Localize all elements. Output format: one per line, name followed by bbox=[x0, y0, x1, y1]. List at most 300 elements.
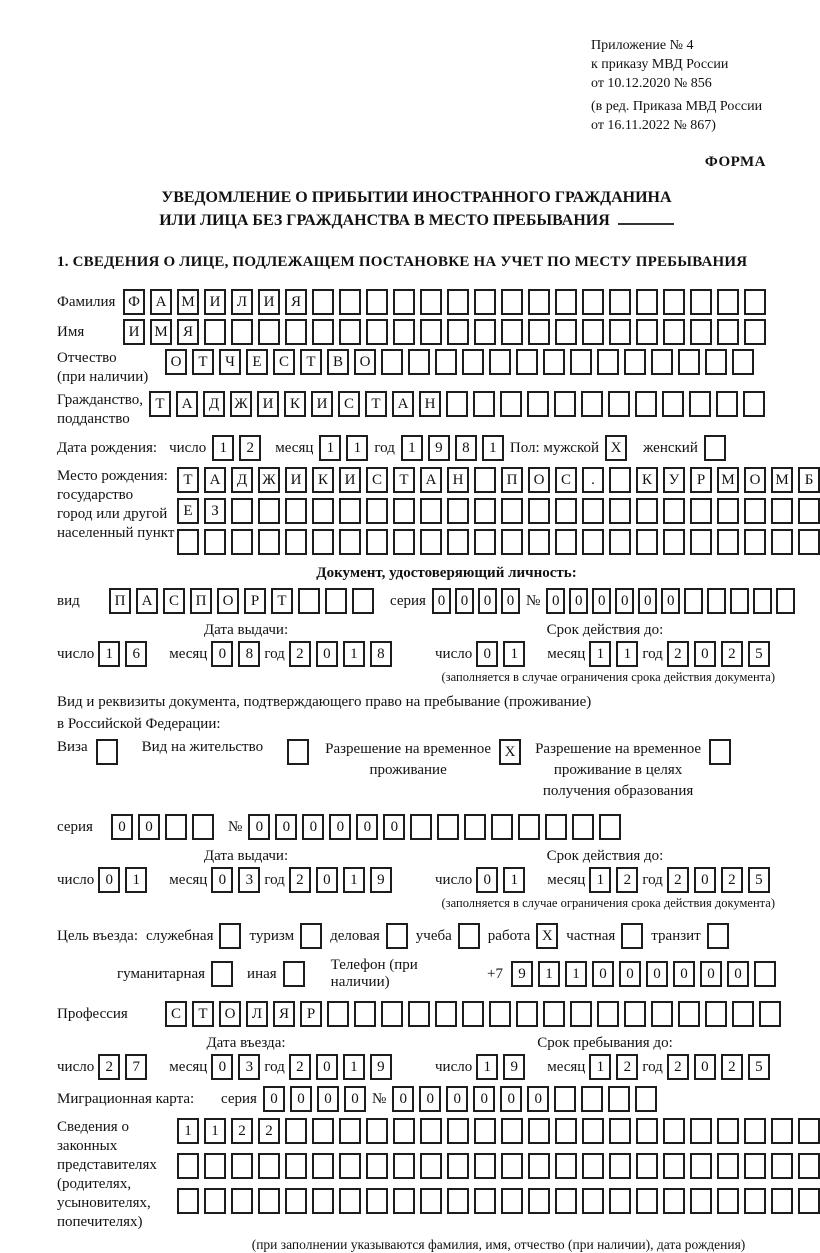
char-cell[interactable] bbox=[258, 1188, 280, 1214]
char-cell[interactable] bbox=[420, 1153, 442, 1179]
char-cell[interactable]: О bbox=[528, 467, 550, 493]
char-cell[interactable] bbox=[258, 319, 280, 345]
char-cell[interactable]: 1 bbox=[319, 435, 341, 461]
char-cell[interactable]: 8 bbox=[238, 641, 260, 667]
char-cell[interactable]: 1 bbox=[589, 641, 611, 667]
char-cell[interactable]: Я bbox=[273, 1001, 295, 1027]
char-cell[interactable] bbox=[447, 289, 469, 315]
char-cell[interactable]: 0 bbox=[646, 961, 668, 987]
char-cell[interactable]: 1 bbox=[177, 1118, 199, 1144]
char-cell[interactable] bbox=[689, 391, 711, 417]
char-cell[interactable]: 2 bbox=[289, 867, 311, 893]
char-cell[interactable] bbox=[690, 1118, 712, 1144]
char-cell[interactable]: О bbox=[219, 1001, 241, 1027]
char-cell[interactable] bbox=[462, 349, 484, 375]
char-cell[interactable] bbox=[609, 498, 631, 524]
visa-checkbox[interactable] bbox=[96, 739, 118, 765]
char-cell[interactable] bbox=[555, 1118, 577, 1144]
char-cell[interactable]: 0 bbox=[275, 814, 297, 840]
char-cell[interactable]: 0 bbox=[527, 1086, 549, 1112]
char-cell[interactable]: 5 bbox=[748, 1054, 770, 1080]
char-cell[interactable]: 0 bbox=[356, 814, 378, 840]
char-cell[interactable] bbox=[570, 1001, 592, 1027]
male-checkbox[interactable]: X bbox=[605, 435, 627, 461]
char-cell[interactable] bbox=[636, 1153, 658, 1179]
char-cell[interactable]: 2 bbox=[258, 1118, 280, 1144]
char-cell[interactable] bbox=[555, 1153, 577, 1179]
char-cell[interactable] bbox=[501, 1153, 523, 1179]
char-cell[interactable]: 5 bbox=[748, 641, 770, 667]
char-cell[interactable] bbox=[474, 498, 496, 524]
char-cell[interactable]: 0 bbox=[619, 961, 641, 987]
char-cell[interactable] bbox=[528, 498, 550, 524]
char-cell[interactable] bbox=[393, 529, 415, 555]
char-cell[interactable]: И bbox=[123, 319, 145, 345]
char-cell[interactable]: Б bbox=[798, 467, 820, 493]
char-cell[interactable]: Т bbox=[149, 391, 171, 417]
char-cell[interactable]: 0 bbox=[569, 588, 588, 614]
char-cell[interactable]: . bbox=[582, 467, 604, 493]
char-cell[interactable]: 8 bbox=[455, 435, 477, 461]
char-cell[interactable] bbox=[798, 1153, 820, 1179]
char-cell[interactable] bbox=[690, 289, 712, 315]
char-cell[interactable] bbox=[663, 529, 685, 555]
char-cell[interactable]: 9 bbox=[503, 1054, 525, 1080]
char-cell[interactable]: К bbox=[312, 467, 334, 493]
char-cell[interactable]: 0 bbox=[302, 814, 324, 840]
char-cell[interactable]: 1 bbox=[503, 641, 525, 667]
char-cell[interactable] bbox=[474, 319, 496, 345]
char-cell[interactable] bbox=[312, 529, 334, 555]
char-cell[interactable] bbox=[446, 391, 468, 417]
char-cell[interactable] bbox=[165, 814, 187, 840]
char-cell[interactable]: 0 bbox=[138, 814, 160, 840]
char-cell[interactable]: 2 bbox=[616, 867, 638, 893]
char-cell[interactable]: 2 bbox=[289, 641, 311, 667]
char-cell[interactable] bbox=[582, 498, 604, 524]
char-cell[interactable] bbox=[474, 529, 496, 555]
char-cell[interactable] bbox=[528, 529, 550, 555]
char-cell[interactable] bbox=[366, 1153, 388, 1179]
purpose-tourism-checkbox[interactable] bbox=[300, 923, 322, 949]
char-cell[interactable]: 0 bbox=[344, 1086, 366, 1112]
char-cell[interactable] bbox=[581, 1086, 603, 1112]
char-cell[interactable]: 0 bbox=[111, 814, 133, 840]
char-cell[interactable] bbox=[518, 814, 540, 840]
char-cell[interactable]: 0 bbox=[476, 867, 498, 893]
char-cell[interactable] bbox=[624, 349, 646, 375]
char-cell[interactable] bbox=[231, 529, 253, 555]
char-cell[interactable] bbox=[609, 529, 631, 555]
char-cell[interactable]: Д bbox=[203, 391, 225, 417]
char-cell[interactable] bbox=[636, 1118, 658, 1144]
char-cell[interactable]: 0 bbox=[661, 588, 680, 614]
char-cell[interactable] bbox=[285, 529, 307, 555]
char-cell[interactable] bbox=[798, 1118, 820, 1144]
char-cell[interactable]: 0 bbox=[392, 1086, 414, 1112]
char-cell[interactable]: 1 bbox=[98, 641, 120, 667]
char-cell[interactable]: 0 bbox=[592, 961, 614, 987]
char-cell[interactable]: И bbox=[311, 391, 333, 417]
char-cell[interactable] bbox=[393, 319, 415, 345]
char-cell[interactable] bbox=[473, 391, 495, 417]
char-cell[interactable]: С bbox=[366, 467, 388, 493]
char-cell[interactable]: Е bbox=[246, 349, 268, 375]
char-cell[interactable] bbox=[759, 1001, 781, 1027]
char-cell[interactable]: 0 bbox=[478, 588, 497, 614]
char-cell[interactable] bbox=[489, 349, 511, 375]
purpose-work-checkbox[interactable]: X bbox=[536, 923, 558, 949]
char-cell[interactable]: Я bbox=[177, 319, 199, 345]
char-cell[interactable]: 0 bbox=[248, 814, 270, 840]
char-cell[interactable]: 1 bbox=[565, 961, 587, 987]
char-cell[interactable]: Т bbox=[177, 467, 199, 493]
char-cell[interactable]: О bbox=[744, 467, 766, 493]
char-cell[interactable] bbox=[258, 498, 280, 524]
char-cell[interactable] bbox=[435, 1001, 457, 1027]
char-cell[interactable] bbox=[420, 498, 442, 524]
char-cell[interactable]: 2 bbox=[239, 435, 261, 461]
char-cell[interactable] bbox=[366, 1118, 388, 1144]
char-cell[interactable] bbox=[285, 1118, 307, 1144]
char-cell[interactable] bbox=[678, 349, 700, 375]
char-cell[interactable] bbox=[705, 1001, 727, 1027]
char-cell[interactable]: 0 bbox=[546, 588, 565, 614]
char-cell[interactable] bbox=[690, 319, 712, 345]
char-cell[interactable] bbox=[366, 319, 388, 345]
char-cell[interactable]: А bbox=[136, 588, 158, 614]
char-cell[interactable] bbox=[555, 1188, 577, 1214]
char-cell[interactable]: 2 bbox=[616, 1054, 638, 1080]
char-cell[interactable] bbox=[730, 588, 749, 614]
char-cell[interactable]: 2 bbox=[231, 1118, 253, 1144]
char-cell[interactable]: А bbox=[176, 391, 198, 417]
char-cell[interactable] bbox=[177, 529, 199, 555]
char-cell[interactable]: Т bbox=[192, 349, 214, 375]
char-cell[interactable]: 1 bbox=[343, 1054, 365, 1080]
char-cell[interactable]: Л bbox=[231, 289, 253, 315]
char-cell[interactable] bbox=[204, 529, 226, 555]
char-cell[interactable]: Т bbox=[300, 349, 322, 375]
purpose-humanitarian-checkbox[interactable] bbox=[211, 961, 233, 987]
char-cell[interactable]: 2 bbox=[721, 867, 743, 893]
char-cell[interactable] bbox=[771, 1188, 793, 1214]
char-cell[interactable]: 0 bbox=[316, 867, 338, 893]
char-cell[interactable] bbox=[420, 1188, 442, 1214]
char-cell[interactable] bbox=[474, 467, 496, 493]
char-cell[interactable] bbox=[447, 319, 469, 345]
char-cell[interactable] bbox=[771, 1118, 793, 1144]
char-cell[interactable]: 0 bbox=[290, 1086, 312, 1112]
char-cell[interactable] bbox=[339, 529, 361, 555]
char-cell[interactable] bbox=[474, 289, 496, 315]
char-cell[interactable]: 2 bbox=[721, 641, 743, 667]
char-cell[interactable] bbox=[474, 1188, 496, 1214]
char-cell[interactable] bbox=[771, 529, 793, 555]
char-cell[interactable] bbox=[366, 498, 388, 524]
char-cell[interactable] bbox=[393, 1118, 415, 1144]
purpose-business-checkbox[interactable] bbox=[386, 923, 408, 949]
char-cell[interactable] bbox=[339, 498, 361, 524]
char-cell[interactable] bbox=[636, 289, 658, 315]
char-cell[interactable]: 0 bbox=[694, 867, 716, 893]
char-cell[interactable] bbox=[609, 1118, 631, 1144]
char-cell[interactable] bbox=[771, 498, 793, 524]
char-cell[interactable]: Л bbox=[246, 1001, 268, 1027]
char-cell[interactable]: Ж bbox=[258, 467, 280, 493]
char-cell[interactable]: К bbox=[636, 467, 658, 493]
char-cell[interactable] bbox=[608, 1086, 630, 1112]
char-cell[interactable] bbox=[258, 529, 280, 555]
char-cell[interactable] bbox=[435, 349, 457, 375]
char-cell[interactable] bbox=[716, 391, 738, 417]
char-cell[interactable]: А bbox=[204, 467, 226, 493]
char-cell[interactable] bbox=[651, 1001, 673, 1027]
char-cell[interactable] bbox=[339, 289, 361, 315]
char-cell[interactable] bbox=[609, 319, 631, 345]
char-cell[interactable] bbox=[325, 588, 347, 614]
char-cell[interactable]: С bbox=[338, 391, 360, 417]
purpose-study-checkbox[interactable] bbox=[458, 923, 480, 949]
char-cell[interactable]: Н bbox=[419, 391, 441, 417]
char-cell[interactable] bbox=[609, 1188, 631, 1214]
char-cell[interactable]: 1 bbox=[125, 867, 147, 893]
char-cell[interactable] bbox=[753, 588, 772, 614]
char-cell[interactable]: 6 bbox=[125, 641, 147, 667]
char-cell[interactable] bbox=[420, 319, 442, 345]
char-cell[interactable] bbox=[462, 1001, 484, 1027]
char-cell[interactable]: Н bbox=[447, 467, 469, 493]
char-cell[interactable] bbox=[599, 814, 621, 840]
char-cell[interactable] bbox=[597, 349, 619, 375]
char-cell[interactable] bbox=[732, 1001, 754, 1027]
char-cell[interactable] bbox=[312, 498, 334, 524]
char-cell[interactable] bbox=[285, 319, 307, 345]
char-cell[interactable] bbox=[393, 289, 415, 315]
char-cell[interactable]: О bbox=[165, 349, 187, 375]
char-cell[interactable]: 0 bbox=[317, 1086, 339, 1112]
char-cell[interactable] bbox=[572, 814, 594, 840]
char-cell[interactable]: 0 bbox=[700, 961, 722, 987]
char-cell[interactable] bbox=[258, 1153, 280, 1179]
char-cell[interactable] bbox=[528, 1153, 550, 1179]
char-cell[interactable] bbox=[285, 1188, 307, 1214]
char-cell[interactable]: Т bbox=[192, 1001, 214, 1027]
char-cell[interactable]: 1 bbox=[589, 1054, 611, 1080]
char-cell[interactable] bbox=[516, 1001, 538, 1027]
char-cell[interactable]: 8 bbox=[370, 641, 392, 667]
char-cell[interactable] bbox=[298, 588, 320, 614]
char-cell[interactable] bbox=[636, 529, 658, 555]
char-cell[interactable] bbox=[528, 1118, 550, 1144]
char-cell[interactable]: 0 bbox=[473, 1086, 495, 1112]
char-cell[interactable] bbox=[609, 1153, 631, 1179]
char-cell[interactable]: 1 bbox=[212, 435, 234, 461]
char-cell[interactable]: М bbox=[717, 467, 739, 493]
char-cell[interactable]: И bbox=[257, 391, 279, 417]
char-cell[interactable]: Я bbox=[285, 289, 307, 315]
char-cell[interactable] bbox=[663, 319, 685, 345]
char-cell[interactable] bbox=[204, 1188, 226, 1214]
char-cell[interactable] bbox=[690, 1153, 712, 1179]
purpose-other-checkbox[interactable] bbox=[283, 961, 305, 987]
char-cell[interactable] bbox=[312, 289, 334, 315]
char-cell[interactable]: 0 bbox=[329, 814, 351, 840]
char-cell[interactable]: С bbox=[165, 1001, 187, 1027]
char-cell[interactable]: 9 bbox=[428, 435, 450, 461]
char-cell[interactable] bbox=[285, 498, 307, 524]
char-cell[interactable] bbox=[447, 1188, 469, 1214]
char-cell[interactable]: А bbox=[420, 467, 442, 493]
char-cell[interactable] bbox=[231, 1153, 253, 1179]
char-cell[interactable]: О bbox=[354, 349, 376, 375]
char-cell[interactable]: 3 bbox=[238, 1054, 260, 1080]
char-cell[interactable]: 2 bbox=[721, 1054, 743, 1080]
char-cell[interactable]: 0 bbox=[673, 961, 695, 987]
char-cell[interactable] bbox=[743, 391, 765, 417]
char-cell[interactable] bbox=[327, 1001, 349, 1027]
char-cell[interactable] bbox=[582, 319, 604, 345]
char-cell[interactable] bbox=[516, 349, 538, 375]
char-cell[interactable]: А bbox=[392, 391, 414, 417]
char-cell[interactable] bbox=[744, 529, 766, 555]
char-cell[interactable] bbox=[464, 814, 486, 840]
char-cell[interactable]: 0 bbox=[694, 641, 716, 667]
char-cell[interactable]: Ч bbox=[219, 349, 241, 375]
char-cell[interactable]: И bbox=[204, 289, 226, 315]
char-cell[interactable] bbox=[204, 319, 226, 345]
char-cell[interactable]: С bbox=[163, 588, 185, 614]
char-cell[interactable]: П bbox=[109, 588, 131, 614]
char-cell[interactable] bbox=[437, 814, 459, 840]
char-cell[interactable] bbox=[312, 1188, 334, 1214]
char-cell[interactable]: А bbox=[150, 289, 172, 315]
char-cell[interactable] bbox=[651, 349, 673, 375]
char-cell[interactable]: 0 bbox=[727, 961, 749, 987]
char-cell[interactable] bbox=[393, 1153, 415, 1179]
char-cell[interactable]: И bbox=[285, 467, 307, 493]
char-cell[interactable] bbox=[582, 1153, 604, 1179]
char-cell[interactable] bbox=[501, 319, 523, 345]
char-cell[interactable] bbox=[582, 1118, 604, 1144]
char-cell[interactable] bbox=[312, 1118, 334, 1144]
char-cell[interactable] bbox=[381, 349, 403, 375]
char-cell[interactable]: 9 bbox=[370, 1054, 392, 1080]
char-cell[interactable] bbox=[582, 289, 604, 315]
char-cell[interactable]: 0 bbox=[211, 1054, 233, 1080]
char-cell[interactable] bbox=[545, 814, 567, 840]
char-cell[interactable] bbox=[501, 289, 523, 315]
char-cell[interactable] bbox=[636, 319, 658, 345]
char-cell[interactable] bbox=[527, 391, 549, 417]
char-cell[interactable]: 0 bbox=[694, 1054, 716, 1080]
char-cell[interactable] bbox=[717, 289, 739, 315]
char-cell[interactable]: 0 bbox=[211, 867, 233, 893]
char-cell[interactable]: К bbox=[284, 391, 306, 417]
char-cell[interactable] bbox=[555, 498, 577, 524]
char-cell[interactable] bbox=[555, 319, 577, 345]
char-cell[interactable] bbox=[491, 814, 513, 840]
char-cell[interactable] bbox=[684, 588, 703, 614]
char-cell[interactable] bbox=[554, 1086, 576, 1112]
char-cell[interactable] bbox=[798, 1188, 820, 1214]
char-cell[interactable] bbox=[447, 529, 469, 555]
char-cell[interactable] bbox=[636, 1188, 658, 1214]
char-cell[interactable] bbox=[393, 1188, 415, 1214]
char-cell[interactable] bbox=[744, 1188, 766, 1214]
char-cell[interactable]: 0 bbox=[638, 588, 657, 614]
char-cell[interactable] bbox=[312, 319, 334, 345]
char-cell[interactable] bbox=[447, 1153, 469, 1179]
purpose-private-checkbox[interactable] bbox=[621, 923, 643, 949]
char-cell[interactable]: М bbox=[150, 319, 172, 345]
char-cell[interactable]: Е bbox=[177, 498, 199, 524]
purpose-transit-checkbox[interactable] bbox=[707, 923, 729, 949]
char-cell[interactable] bbox=[555, 529, 577, 555]
char-cell[interactable]: У bbox=[663, 467, 685, 493]
char-cell[interactable] bbox=[717, 1153, 739, 1179]
char-cell[interactable] bbox=[339, 1188, 361, 1214]
char-cell[interactable]: 0 bbox=[98, 867, 120, 893]
rvp-checkbox[interactable]: X bbox=[499, 739, 521, 765]
char-cell[interactable] bbox=[690, 498, 712, 524]
char-cell[interactable]: 0 bbox=[419, 1086, 441, 1112]
char-cell[interactable]: Р bbox=[244, 588, 266, 614]
char-cell[interactable]: Ф bbox=[123, 289, 145, 315]
char-cell[interactable] bbox=[635, 391, 657, 417]
char-cell[interactable] bbox=[366, 1188, 388, 1214]
char-cell[interactable]: 5 bbox=[748, 867, 770, 893]
char-cell[interactable] bbox=[408, 1001, 430, 1027]
char-cell[interactable]: 2 bbox=[667, 641, 689, 667]
char-cell[interactable] bbox=[570, 349, 592, 375]
char-cell[interactable] bbox=[489, 1001, 511, 1027]
char-cell[interactable] bbox=[771, 1153, 793, 1179]
char-cell[interactable]: 2 bbox=[289, 1054, 311, 1080]
char-cell[interactable] bbox=[231, 319, 253, 345]
char-cell[interactable] bbox=[609, 467, 631, 493]
purpose-official-checkbox[interactable] bbox=[219, 923, 241, 949]
char-cell[interactable] bbox=[744, 289, 766, 315]
char-cell[interactable]: С bbox=[555, 467, 577, 493]
char-cell[interactable] bbox=[581, 391, 603, 417]
char-cell[interactable] bbox=[744, 319, 766, 345]
char-cell[interactable]: 1 bbox=[204, 1118, 226, 1144]
char-cell[interactable]: Т bbox=[393, 467, 415, 493]
char-cell[interactable] bbox=[717, 498, 739, 524]
char-cell[interactable] bbox=[555, 289, 577, 315]
char-cell[interactable] bbox=[231, 498, 253, 524]
char-cell[interactable] bbox=[366, 289, 388, 315]
char-cell[interactable] bbox=[543, 1001, 565, 1027]
char-cell[interactable]: 1 bbox=[482, 435, 504, 461]
char-cell[interactable] bbox=[204, 1153, 226, 1179]
char-cell[interactable] bbox=[624, 1001, 646, 1027]
char-cell[interactable]: 1 bbox=[343, 867, 365, 893]
char-cell[interactable] bbox=[707, 588, 726, 614]
char-cell[interactable]: 9 bbox=[370, 867, 392, 893]
char-cell[interactable] bbox=[501, 498, 523, 524]
char-cell[interactable]: 1 bbox=[343, 641, 365, 667]
char-cell[interactable]: 1 bbox=[503, 867, 525, 893]
char-cell[interactable]: 2 bbox=[98, 1054, 120, 1080]
char-cell[interactable] bbox=[776, 588, 795, 614]
char-cell[interactable] bbox=[705, 349, 727, 375]
char-cell[interactable]: 0 bbox=[316, 1054, 338, 1080]
char-cell[interactable]: 9 bbox=[511, 961, 533, 987]
char-cell[interactable] bbox=[420, 289, 442, 315]
char-cell[interactable] bbox=[501, 1118, 523, 1144]
